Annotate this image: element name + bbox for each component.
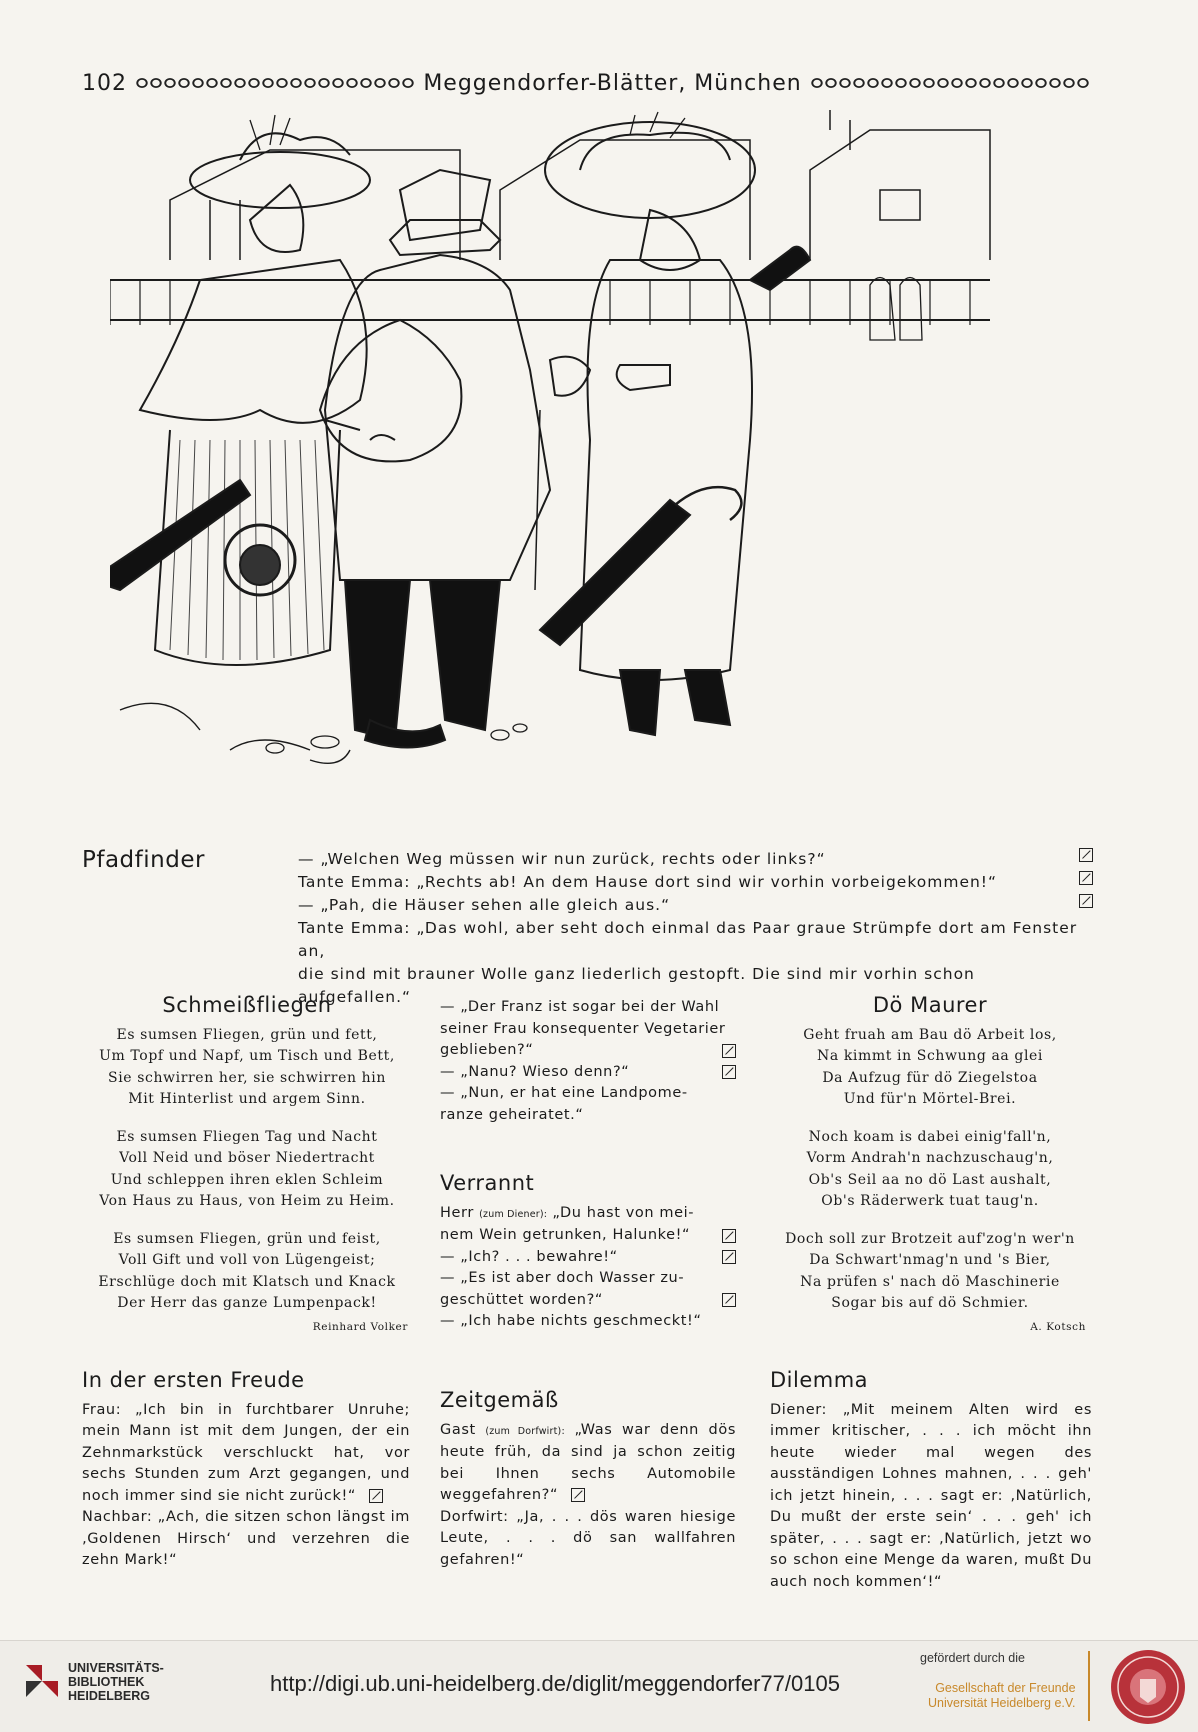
poem-stanza — [770, 1229, 1090, 1315]
erste-freude-text-2 — [82, 1507, 410, 1572]
speaker-label: Gast — [440, 1421, 476, 1438]
funded-by-text: gefördert durch die — [920, 1651, 1025, 1665]
poem-line: Es sumsen Fliegen Tag und Nacht — [116, 1128, 378, 1145]
footer-bar — [0, 1640, 1198, 1732]
poem-line: Na kimmt in Schwung aa glei — [816, 1048, 1043, 1064]
zeitgemaess-text-2 — [440, 1507, 736, 1572]
poem-line: Da Aufzug für dö Ziegelstoa — [822, 1069, 1038, 1086]
author-credit: A. Kotsch — [1030, 1320, 1086, 1333]
zeitgemaess-title: Zeitgemäß — [440, 1388, 559, 1412]
dialog-text: — „Pah, die Häuser sehen alle gleich aus.“ — [298, 896, 671, 914]
schmeissfliegen-poem — [82, 1025, 412, 1315]
poem-line: Und für'n Mörtel-Brei. — [843, 1091, 1017, 1107]
speaker-label: Nachbar: — [82, 1509, 153, 1525]
pfadfinder-line — [298, 894, 1093, 917]
pfadfinder-title: Pfadfinder — [82, 847, 205, 873]
dialog-text: — „Nun, er hat eine Landpome- — [440, 1085, 688, 1101]
stage-note: (zum Dorfwirt): — [485, 1425, 565, 1437]
pfadfinder-line — [298, 871, 1093, 894]
check-mark-icon — [571, 1488, 585, 1502]
dialog-text: — „Ich? . . . bewahre!“ — [440, 1248, 618, 1265]
schmeissfliegen-column — [82, 995, 412, 1338]
dialog-text: — „Ich habe nichts geschmeckt!“ — [440, 1313, 702, 1329]
dilemma-text — [770, 1400, 1092, 1594]
poem-line: Von Haus zu Haus, von Heim zu Heim. — [99, 1193, 395, 1209]
erste-freude-title: In der ersten Freude — [82, 1368, 305, 1392]
society-name — [928, 1681, 1076, 1711]
poem-stanza — [770, 1127, 1090, 1213]
society-name-line: Universität Heidelberg e.V. — [928, 1696, 1076, 1710]
dialog-line — [440, 1247, 736, 1269]
dialog-line — [440, 1019, 736, 1041]
library-logo-icon — [22, 1661, 62, 1701]
dialog-text: die sind mit brauner Wolle ganz liederlich gestopft. Die sind mir vorhin schon aufgefallen.“ — [298, 965, 975, 1006]
poem-line: Vorm Andrah'n nachzuschaug'n, — [806, 1150, 1054, 1166]
poem-line: Mit Hinterlist und argem Sinn. — [128, 1091, 366, 1107]
poem-line: Der Herr das ganze Lumpenpack! — [117, 1295, 377, 1311]
dialog-text — [440, 1203, 694, 1226]
speaker-label: Diener: — [770, 1401, 828, 1418]
poem-line: Voll Gift und voll von Lügengeist; — [118, 1252, 376, 1268]
library-name — [68, 1661, 164, 1703]
poem-line: Geht fruah am Bau dö Arbeit los, — [803, 1026, 1057, 1043]
poem-line: Um Topf und Napf, um Tisch und Bett, — [99, 1048, 395, 1064]
maurer-poem — [770, 1025, 1090, 1315]
check-mark-icon — [722, 1065, 736, 1079]
dialog-text: — „Es ist aber doch Wasser zu- — [440, 1270, 685, 1286]
pfadfinder-line — [298, 848, 1093, 871]
poem-line: Es sumsen Fliegen, grün und fett, — [116, 1026, 378, 1043]
poem-line: Und schleppen ihren eklen Schleim — [110, 1171, 384, 1188]
page-header — [82, 68, 1090, 98]
poem-line: Es sumsen Fliegen, grün und feist, — [113, 1230, 381, 1247]
dialog-line — [440, 1062, 736, 1084]
poem-stanza — [770, 1025, 1090, 1111]
poem-line: Doch soll zur Brotzeit auf'zog'n wer'n — [785, 1230, 1075, 1247]
poem-line: Voll Neid und böser Niedertracht — [119, 1150, 375, 1166]
dialog-text: — „Nanu? Wieso denn?“ — [440, 1063, 630, 1080]
erste-freude-column — [82, 1370, 410, 1572]
poem-line: Erschlüge doch mit Klatsch und Knack — [98, 1273, 396, 1290]
poem-line: Na prüfen s' nach dö Maschinerie — [800, 1273, 1060, 1290]
dialog-text: geschüttet worden?“ — [440, 1291, 603, 1308]
poem-stanza — [82, 1127, 412, 1213]
dialog-text: ranze geheiratet.“ — [440, 1106, 584, 1123]
magazine-title: Meggendorfer-Blätter, München — [423, 70, 802, 96]
zeitgemaess-column — [440, 1390, 736, 1571]
dialog-text: „Mit meinem Alten wird es immer kritischer, . . . ich möcht ihn heute wieder mal wegen des ausständigen Lohnes mahnen, . . . geh' ich jetzt hinein, . . . sagt er: ‚Natürlich, Du mußt der erste sein‘ . . . geh' ich später, . . . sagt er: ‚Natürlich, jetzt wo so schon eine Menge da waren, mußt Du auch noch kommen‘!“ — [770, 1401, 1092, 1590]
check-mark-icon — [722, 1044, 736, 1058]
dialog-text: „Was war denn dös heute früh, da sind ja schon zeitig bei Ihnen sechs Automobile weggefahren?“ — [440, 1421, 736, 1503]
library-name-line: UNIVERSITÄTS- — [68, 1661, 164, 1675]
poem-line: Sogar bis auf dö Schmier. — [831, 1295, 1029, 1311]
footer-divider — [1088, 1651, 1090, 1721]
dialog-text: „Du hast von mei- — [552, 1204, 695, 1221]
vegetarier-dialog — [440, 997, 736, 1126]
poem-line: Da Schwart'nmag'n und 's Bier, — [809, 1252, 1051, 1268]
ornament-rule-right — [810, 77, 1090, 89]
poem-line: Ob's Räderwerk tuat taug'n. — [821, 1193, 1039, 1209]
dilemma-title: Dilemma — [770, 1368, 869, 1392]
erste-freude-text-1 — [82, 1400, 410, 1508]
dialog-line — [440, 1083, 736, 1105]
dialog-line — [440, 1225, 736, 1247]
check-mark-icon — [1079, 848, 1093, 862]
schmeissfliegen-title: Schmeißfliegen — [162, 993, 332, 1017]
stage-note: (zum Diener): — [479, 1208, 548, 1220]
pfadfinder-line — [298, 917, 1093, 963]
verrannt-column — [440, 1173, 736, 1333]
maurer-title: Dö Maurer — [872, 993, 988, 1017]
dialog-line — [440, 1040, 736, 1062]
poem-stanza — [82, 1229, 412, 1315]
check-mark-icon — [722, 1293, 736, 1307]
dilemma-column — [770, 1370, 1092, 1593]
dialog-line — [440, 1268, 736, 1290]
page-number: 102 — [82, 70, 127, 96]
cartoon-illustration — [110, 110, 1090, 840]
speaker-label: Herr — [440, 1204, 474, 1221]
verrannt-title: Verrannt — [440, 1171, 535, 1195]
dialog-text: — „Welchen Weg müssen wir nun zurück, rechts oder links?“ — [298, 850, 826, 868]
dialog-text: nem Wein getrunken, Halunke!“ — [440, 1227, 691, 1243]
check-mark-icon — [369, 1489, 383, 1503]
dialog-text: Tante Emma: „Das wohl, aber seht doch einmal das Paar graue Strümpfe dort am Fenster an, — [298, 919, 1078, 960]
poem-line: Ob's Seil aa no dö Last aushalt, — [808, 1171, 1052, 1188]
library-name-line: BIBLIOTHEK — [68, 1675, 145, 1689]
dialog-line — [440, 997, 736, 1019]
check-mark-icon — [722, 1229, 736, 1243]
dialog-text: „Ach, die sitzen schon längst im ‚Goldenen Hirsch‘ und verzehren die zehn Mark!“ — [82, 1509, 410, 1568]
dialog-text: Tante Emma: „Rechts ab! An dem Hause dort sind wir vorhin vorbeigekommen!“ — [298, 873, 998, 891]
dialog-text: „Ich bin in furchtbarer Unruhe; mein Mann ist mit dem Jungen, der ein Zehnmarkstück verschluckt hat, vor sechs Stunden zum Arzt gegangen, und noch immer sind sie nicht zurück!“ — [82, 1401, 410, 1504]
university-seal-icon — [1108, 1647, 1188, 1727]
poem-line: Sie schwirren her, sie schwirren hin — [108, 1069, 386, 1086]
ornament-rule-left — [135, 77, 415, 89]
poem-stanza — [82, 1025, 412, 1111]
poem-line: Noch koam is dabei einig'fall'n, — [808, 1128, 1052, 1145]
dialog-text: — „Der Franz ist sogar bei der Wahl — [440, 999, 720, 1015]
zeitgemaess-text-1 — [440, 1420, 736, 1507]
speaker-label: Dorfwirt: — [440, 1508, 509, 1525]
dialog-line — [440, 1203, 736, 1226]
dialog-line — [440, 1105, 736, 1127]
dialog-text: geblieben?“ — [440, 1042, 534, 1058]
society-name-line: Gesellschaft der Freunde — [935, 1681, 1076, 1695]
source-url-link[interactable]: http://digi.ub.uni-heidelberg.de/diglit/meggendorfer77/0105 — [270, 1671, 840, 1696]
pfadfinder-dialog — [298, 848, 1093, 1009]
dialog-line — [440, 1311, 736, 1333]
author-credit: Reinhard Volker — [312, 1320, 408, 1333]
speaker-label: Frau: — [82, 1401, 122, 1418]
check-mark-icon — [722, 1250, 736, 1264]
maurer-column — [770, 995, 1090, 1338]
dialog-text: „Ja, . . . dös waren hiesige Leute, . . . dö san wallfahren gefahren!“ — [440, 1508, 736, 1568]
check-mark-icon — [1079, 894, 1093, 908]
dialog-line — [440, 1290, 736, 1312]
check-mark-icon — [1079, 871, 1093, 885]
library-name-line: HEIDELBERG — [68, 1689, 150, 1703]
dialog-text: seiner Frau konsequenter Vegetarier — [440, 1020, 726, 1037]
